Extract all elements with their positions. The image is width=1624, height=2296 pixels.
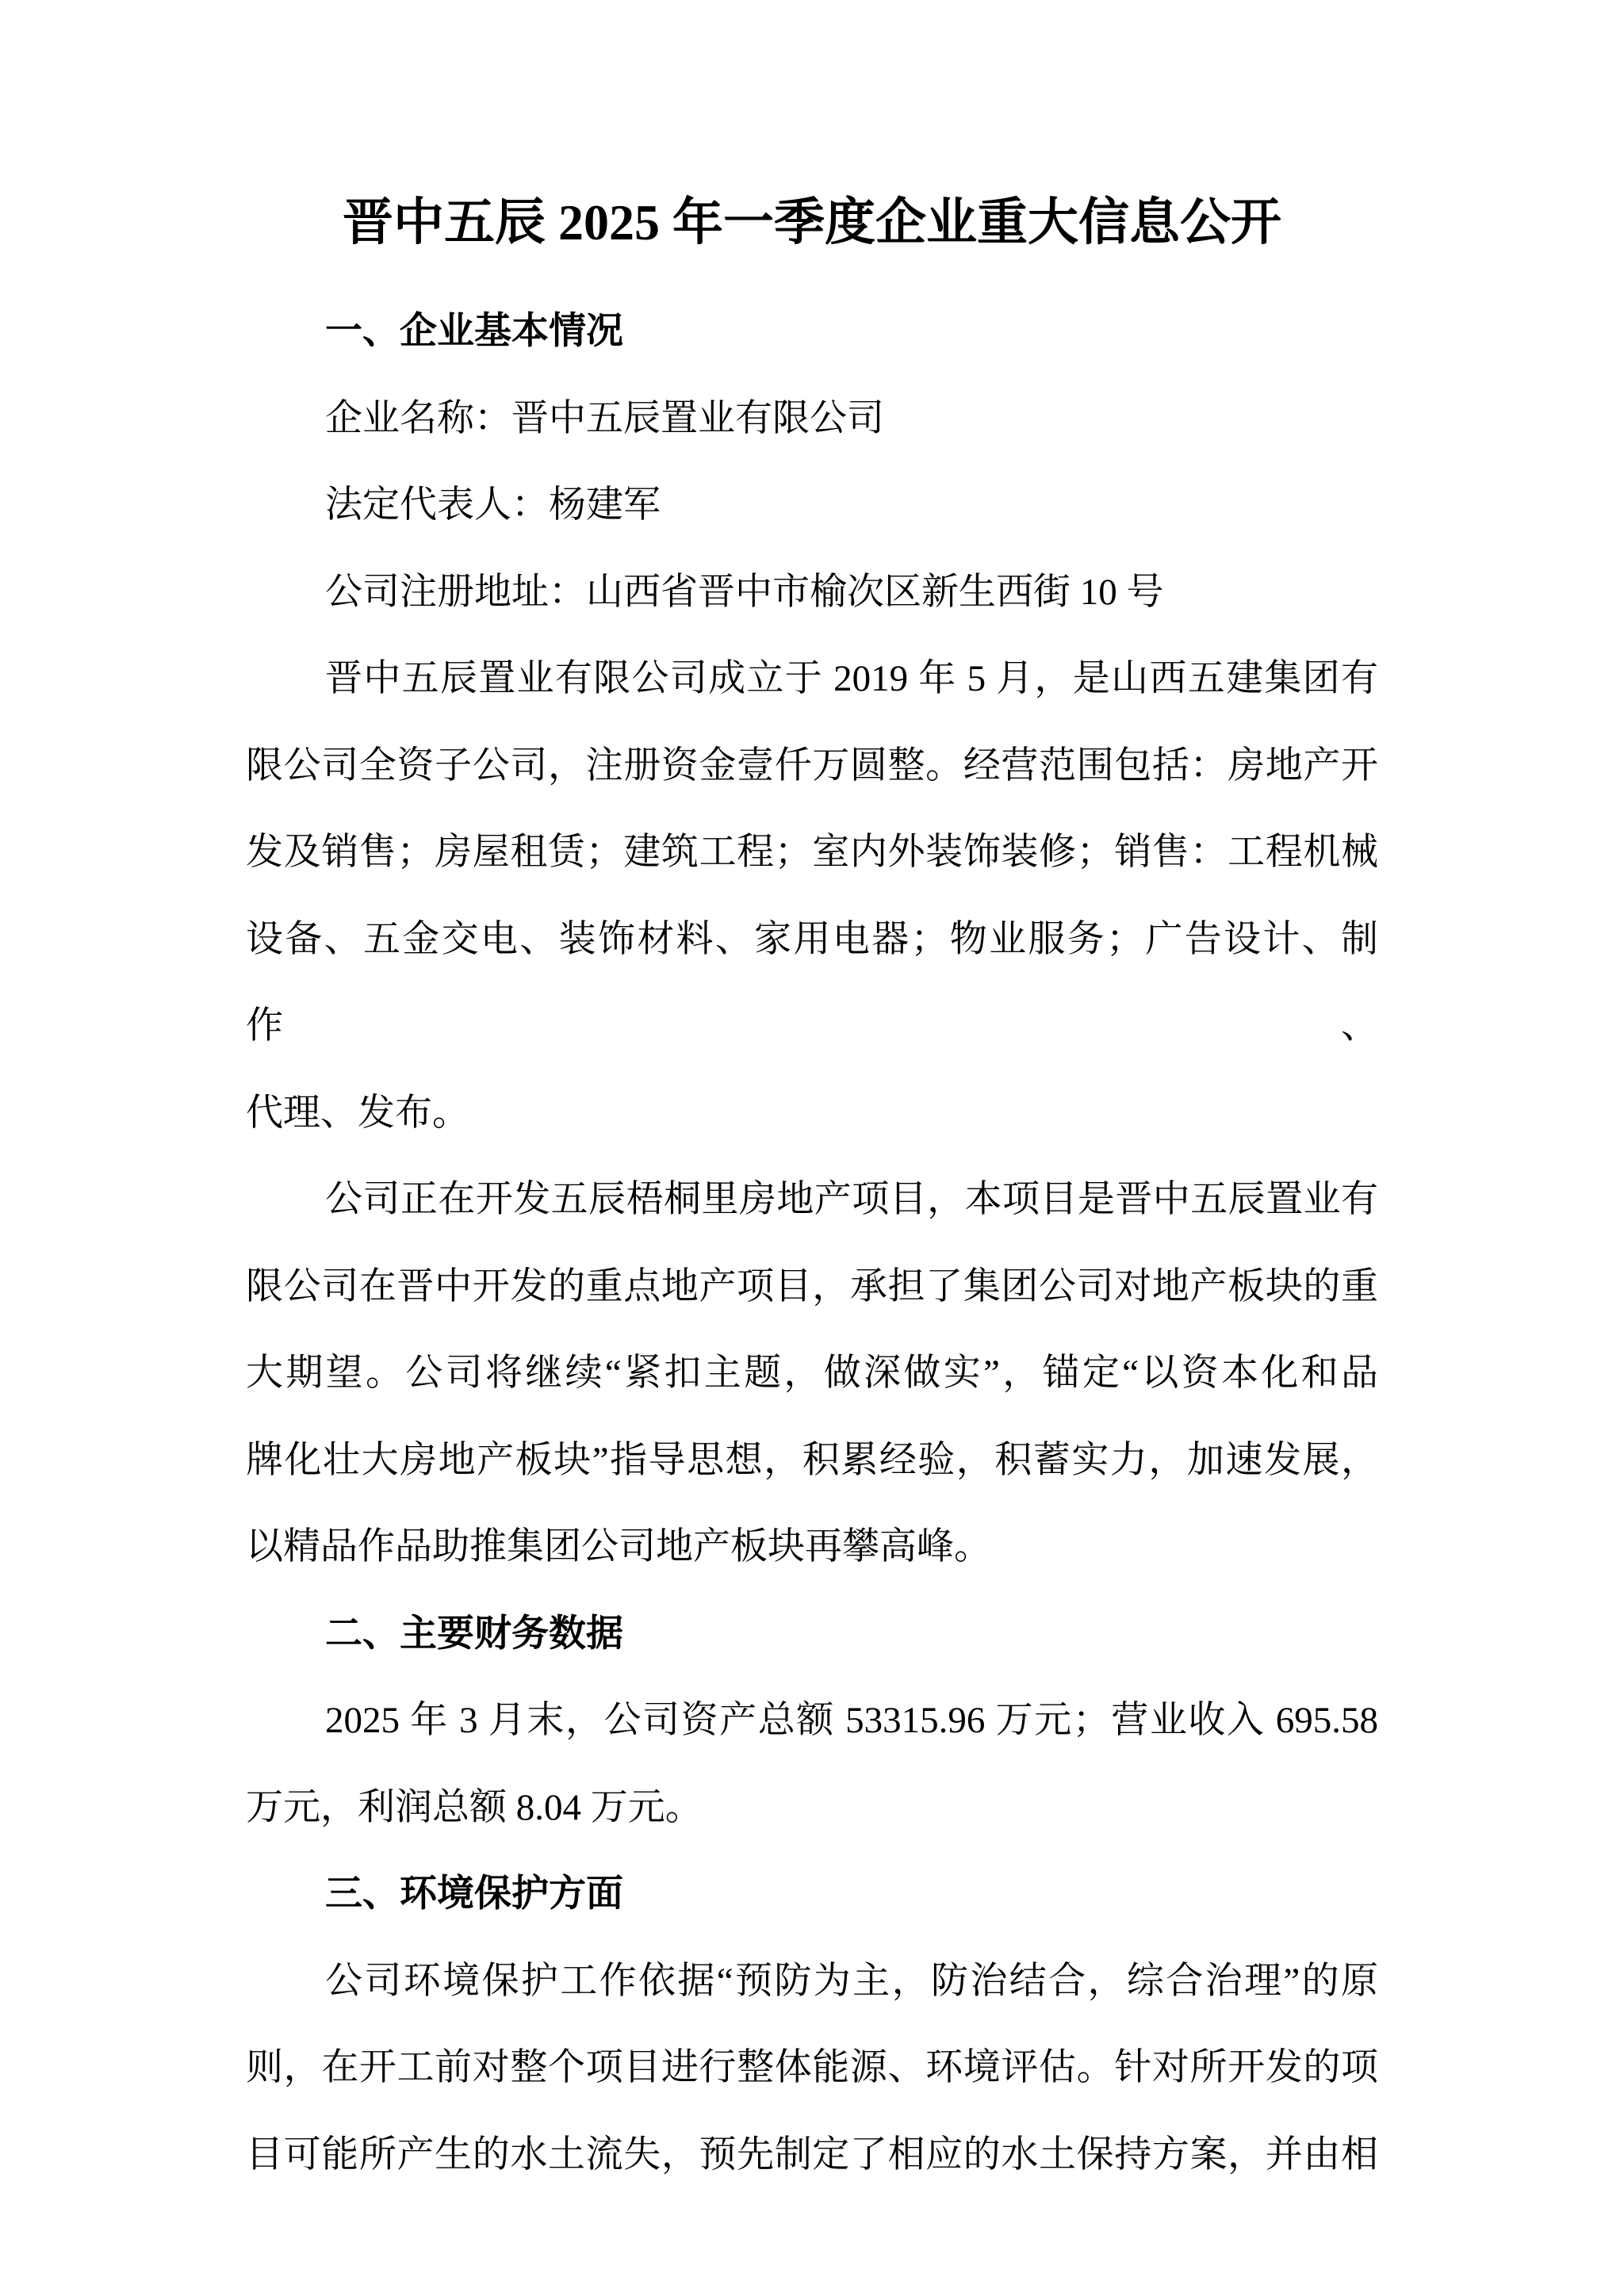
body-line: 代理、发布。 [246, 1092, 469, 1134]
section-heading-1: 一、企业基本情况 [325, 311, 623, 352]
section-heading-3: 三、环境保护方面 [325, 1873, 623, 1915]
body-line: 限公司全资子公司，注册资金壹仟万圆整。经营范围包括：房地产开 [246, 744, 1378, 786]
legal-rep-line: 法定代表人：杨建军 [325, 484, 661, 526]
body-line: 限公司在晋中开发的重点地产项目，承担了集团公司对地产板块的重 [246, 1265, 1378, 1307]
body-line: 公司正在开发五辰梧桐里房地产项目，本项目是晋中五辰置业有 [325, 1179, 1378, 1220]
body-line: 发及销售；房屋租赁；建筑工程；室内外装饰装修；销售：工程机械 [246, 832, 1378, 873]
document-title: 晋中五辰 2025 年一季度企业重大信息公开 [343, 194, 1281, 251]
body-line: 目可能所产生的水土流失，预先制定了相应的水土保持方案，并由相 [246, 2133, 1378, 2175]
body-line: 2025 年 3 月末，公司资产总额 53315.96 万元；营业收入 695.58 [325, 1700, 1378, 1741]
company-name-line: 企业名称：晋中五辰置业有限公司 [325, 397, 884, 439]
address-line: 公司注册地址：山西省晋中市榆次区新生西街 10 号 [325, 571, 1164, 613]
body-line: 晋中五辰置业有限公司成立于 2019 年 5 月，是山西五建集团有 [325, 658, 1378, 699]
section-heading-2: 二、主要财务数据 [325, 1613, 623, 1655]
body-line: 设备、五金交电、装饰材料、家用电器；物业服务；广告设计、制作、 [246, 918, 1378, 1047]
body-line: 牌化壮大房地产板块”指导思想，积累经验，积蓄实力，加速发展， [246, 1439, 1378, 1481]
body-line: 公司环境保护工作依据“预防为主，防治结合，综合治理”的原 [325, 1960, 1378, 2002]
body-line: 以精品作品助推集团公司地产板块再攀高峰。 [246, 1526, 991, 1567]
body-line: 则，在开工前对整个项目进行整体能源、环境评估。针对所开发的项 [246, 2047, 1378, 2088]
body-line: 大期望。公司将继续“紧扣主题，做深做实”，锚定“以资本化和品 [246, 1353, 1378, 1394]
document-body [246, 289, 1378, 2198]
body-line: 万元，利润总额 8.04 万元。 [246, 1786, 703, 1828]
